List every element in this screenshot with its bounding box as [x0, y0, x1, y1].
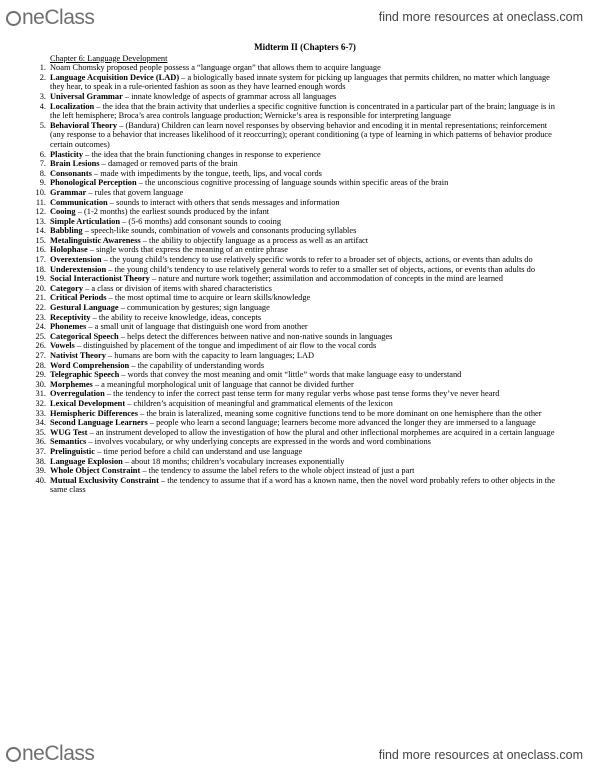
list-item [35, 351, 560, 361]
item-definition: – a small unit of language that distinguish one word from another [86, 322, 308, 332]
item-term: WUG Test [50, 427, 88, 437]
list-item [39, 168, 560, 179]
item-definition: – (Bandura) Children can learn novel responses by observing behavior and encoding it in mental representations; reinforcement (any response to a behavior that increases likelihood of it reoccurring); operant conditioning (a type of learning in which patterns of behavior produce certain outcomes) [50, 120, 552, 149]
chapter-heading: Chapter 6: Language Development [50, 53, 168, 63]
item-term: Category [50, 283, 84, 293]
item-definition: – the idea that the brain activity that underlies a specific cognitive function is concentrated in a particular part of the brain; language is in the left hemisphere; Broca’s area controls language production; Wernicke’s area is responsible for interpreting language [50, 101, 555, 121]
item-term: Behavioral Theory [50, 120, 118, 130]
item-definition: – communication by gestures; sign language [118, 303, 270, 313]
list-item [39, 63, 560, 73]
header-bar [0, 0, 595, 36]
list-item [35, 446, 560, 457]
item-number: 22. [35, 303, 46, 313]
list-item [35, 389, 560, 399]
list-item [39, 91, 560, 102]
item-definition: – children’s acquisition of meaningful and grammatical elements of the lexicon [125, 398, 393, 408]
list-item [35, 245, 560, 255]
item-definition: – helps detect the differences between native and non-native sounds in languages [118, 331, 393, 341]
list-item [35, 187, 560, 198]
logo-circle-icon [6, 11, 21, 26]
list-item [35, 216, 560, 227]
item-term: Underextension [50, 264, 107, 274]
item-term: Morphemes [50, 379, 93, 389]
item-number: 3. [39, 91, 46, 101]
item-number: 31. [35, 389, 46, 399]
item-definition: – the most optimal time to acquire or learn skills/knowledge [106, 293, 311, 303]
item-definition: – time period before a child can understand and use language [94, 446, 303, 456]
item-term: Social Interactionist Theory [50, 274, 150, 284]
list-item [35, 255, 560, 265]
list-item [35, 408, 560, 419]
document-title: Midterm II (Chapters 6-7) [254, 42, 356, 52]
item-definition: – the tendency to infer the correct past tense term for many regular verbs whose past tense forms they’ve never heard [104, 389, 500, 399]
list-item [35, 235, 560, 246]
item-number: 34. [35, 418, 46, 428]
item-number: 20. [35, 283, 46, 293]
item-definition: – the capability of understanding words [129, 360, 265, 370]
item-number: 13. [35, 216, 46, 226]
item-term: Critical Periods [50, 293, 107, 303]
list-item [35, 312, 560, 323]
item-term: Overregulation [50, 389, 105, 399]
item-number: 24. [35, 322, 46, 332]
list-item [39, 72, 560, 92]
item-definition: – people who learn a second language; learners become more advanced the longer they are immersed to a language [147, 418, 536, 428]
item-number: 33. [35, 408, 46, 418]
item-term: Holophase [50, 245, 88, 255]
list-item [35, 379, 560, 390]
list-item [35, 226, 560, 236]
list-item [35, 437, 560, 447]
item-term: Word Comprehension [50, 360, 130, 370]
item-term: Phonemes [50, 322, 87, 332]
item-definition: – speech-like sounds, combination of vowels and consonants producing syllables [82, 226, 357, 236]
list-item [35, 322, 560, 332]
item-term: Localization [50, 101, 95, 111]
item-term: Babbling [50, 226, 83, 236]
item-number: 23. [35, 312, 46, 322]
item-definition: – the ability to receive knowledge, ideas, concepts [90, 312, 262, 322]
list-item [39, 159, 560, 169]
item-term: Communication [50, 197, 108, 207]
list-item [35, 207, 560, 217]
logo-circle-icon [6, 747, 21, 762]
item-number: 19. [35, 274, 46, 284]
item-definition: – the young child’s tendency to use relatively general words to refer to a smaller set of objects, actions, or events than adults do [106, 264, 536, 274]
item-term: Grammar [50, 187, 87, 197]
item-term: Vowels [50, 341, 75, 351]
item-term: Metalinguistic Awareness [50, 235, 141, 245]
list-item [35, 418, 560, 428]
item-number: 37. [35, 446, 46, 456]
logo-text: neClass [22, 6, 95, 29]
logo-text: neClass [22, 742, 95, 765]
list-item [35, 283, 560, 294]
item-definition: – single words that express the meaning of an entire phrase [87, 245, 288, 255]
item-definition: – innate knowledge of aspects of grammar across all languages [122, 91, 337, 101]
item-term: Simple Articulation [50, 216, 121, 226]
list-item [35, 370, 560, 380]
list-item [35, 475, 560, 495]
item-term: Brain Lesions [50, 159, 100, 169]
item-number: 5. [39, 120, 46, 130]
list-item [35, 456, 560, 467]
item-definition: – humans are born with the capacity to learn languages; LAD [105, 351, 315, 360]
item-term: Gestural Language [50, 303, 119, 313]
item-number: 21. [35, 293, 46, 303]
item-definition: – the tendency to assume the label refers to the whole object instead of just a part [140, 466, 415, 476]
item-number: 9. [39, 178, 46, 188]
list-item [39, 101, 560, 121]
item-definition: – made with impediments by the tongue, teeth, lips, and vocal cords [91, 168, 322, 178]
item-term: Receptivity [50, 312, 91, 322]
item-number: 14. [35, 226, 46, 236]
list-item [39, 149, 560, 160]
item-definition: – sounds to interact with others that sends messages and information [107, 197, 340, 207]
item-definition: – words that convey the most meaning and omit “little” words that make language easy to understand [119, 370, 462, 380]
list-item [35, 360, 560, 371]
item-definition: – about 18 months; children’s vocabulary increases exponentially [122, 456, 345, 466]
item-number: 40. [35, 475, 46, 485]
item-number: 10. [35, 187, 46, 197]
item-definition: – a biologically based innate system for picking up languages that permits children, no matter which language they hear, to speak in a rule-oriented fashion as soon as they have learned enough words [50, 72, 550, 92]
list-item [35, 303, 560, 313]
item-number: 35. [35, 427, 46, 437]
item-term: Nativist Theory [50, 351, 106, 360]
oneclass-logo[interactable] [6, 6, 94, 30]
item-definition: – involves vocabulary, or why underlying concepts are expressed in the words and word combinations [86, 437, 431, 447]
item-number: 38. [35, 456, 46, 466]
header-tagline-link[interactable]: find more resources at oneclass.com [378, 10, 583, 24]
item-number: 32. [35, 398, 46, 408]
item-definition: – an instrument developed to allow the investigation of how the plural and other inflectional morphemes are acquired in a certain language [87, 427, 555, 437]
item-definition: – the ability to objectify language as a process as well as an artifact [140, 235, 369, 245]
item-definition: Noam Chomsky proposed people possess a “language organ” that allows them to acquire language [50, 63, 381, 73]
item-number: 39. [35, 466, 46, 476]
item-term: Second Language Learners [50, 418, 148, 428]
item-definition: – rules that govern language [86, 187, 184, 197]
item-number: 1. [39, 63, 46, 73]
list-item [35, 331, 560, 342]
item-term: Phonological Perception [50, 178, 137, 188]
item-term: Whole Object Constraint [50, 466, 141, 476]
item-definition: – a class or division of items with shared characteristics [83, 283, 272, 293]
item-definition: – (5-6 months) add consonant sounds to cooing [120, 216, 282, 226]
item-number: 15. [35, 235, 46, 245]
item-number: 6. [39, 149, 46, 159]
item-term: Overextension [50, 255, 102, 265]
footer-bar [0, 736, 595, 770]
list-item [35, 197, 560, 208]
item-term: Telegraphic Speech [50, 370, 120, 380]
item-number: 12. [35, 207, 46, 217]
item-term: Mutual Exclusivity Constraint [50, 475, 159, 485]
item-number: 17. [35, 255, 46, 265]
item-term: Language Acquisition Device (LAD) [50, 72, 180, 82]
item-definition: – a meaningful morphological unit of language that cannot be divided further [92, 379, 354, 389]
list-item [35, 274, 560, 284]
item-term: Semantics [50, 437, 87, 447]
item-definition: – damaged or removed parts of the brain [99, 159, 238, 169]
item-number: 30. [35, 379, 46, 389]
item-number: 26. [35, 341, 46, 351]
list-item [35, 341, 560, 351]
item-number: 36. [35, 437, 46, 447]
item-term: Language Explosion [50, 456, 123, 466]
item-number: 4. [39, 101, 46, 111]
oneclass-logo-footer[interactable] [6, 742, 94, 766]
item-definition: – the brain is lateralized, meaning some cognitive functions tend to be more dominant on one hemisphere than the other [138, 408, 542, 418]
item-definition: – nature and nurture work together; assimilation and accommodation of concepts in the mind are learned [149, 274, 503, 284]
item-number: 16. [35, 245, 46, 255]
item-term: Plasticity [50, 149, 84, 159]
item-definition: – the idea that the brain functioning changes in response to experience [83, 149, 321, 159]
item-term: Universal Grammar [50, 91, 123, 101]
item-number: 28. [35, 360, 46, 370]
item-definition: – (1-2 months) the earliest sounds produced by the infant [75, 207, 270, 217]
item-number: 25. [35, 331, 46, 341]
list-item [35, 466, 560, 476]
list-item [39, 120, 560, 150]
item-term: Hemispheric Differences [50, 408, 138, 418]
item-term: Consonants [50, 168, 92, 178]
item-term: Lexical Development [50, 398, 126, 408]
item-definition: – the unconscious cognitive processing of language sounds within specific areas of the brain [136, 178, 449, 188]
item-definition: – distinguished by placement of the tongue and impediment of air flow to the vocal cords [74, 341, 377, 351]
list-item [35, 264, 560, 275]
list-item [35, 293, 560, 303]
item-definition: – the young child’s tendency to use relatively specific words to refer to a broader set of objects, actions, or events than adults do [101, 255, 533, 265]
definition-list [35, 63, 560, 495]
item-number: 29. [35, 370, 46, 380]
item-definition: – the tendency to assume that if a word has a known name, then the novel word probably refers to other objects in the same class [50, 475, 555, 495]
item-number: 18. [35, 264, 46, 274]
item-number: 2. [39, 72, 46, 82]
footer-tagline-link[interactable]: find more resources at oneclass.com [378, 748, 583, 762]
item-term: Cooing [50, 207, 76, 217]
item-number: 27. [35, 351, 46, 360]
document-body [35, 42, 560, 495]
item-number: 7. [39, 159, 46, 169]
list-item [39, 178, 560, 188]
list-item [35, 427, 560, 438]
list-item [35, 398, 560, 409]
item-number: 11. [35, 197, 46, 207]
item-term: Prelinguistic [50, 446, 95, 456]
item-term: Categorical Speech [50, 331, 119, 341]
item-number: 8. [39, 168, 46, 178]
